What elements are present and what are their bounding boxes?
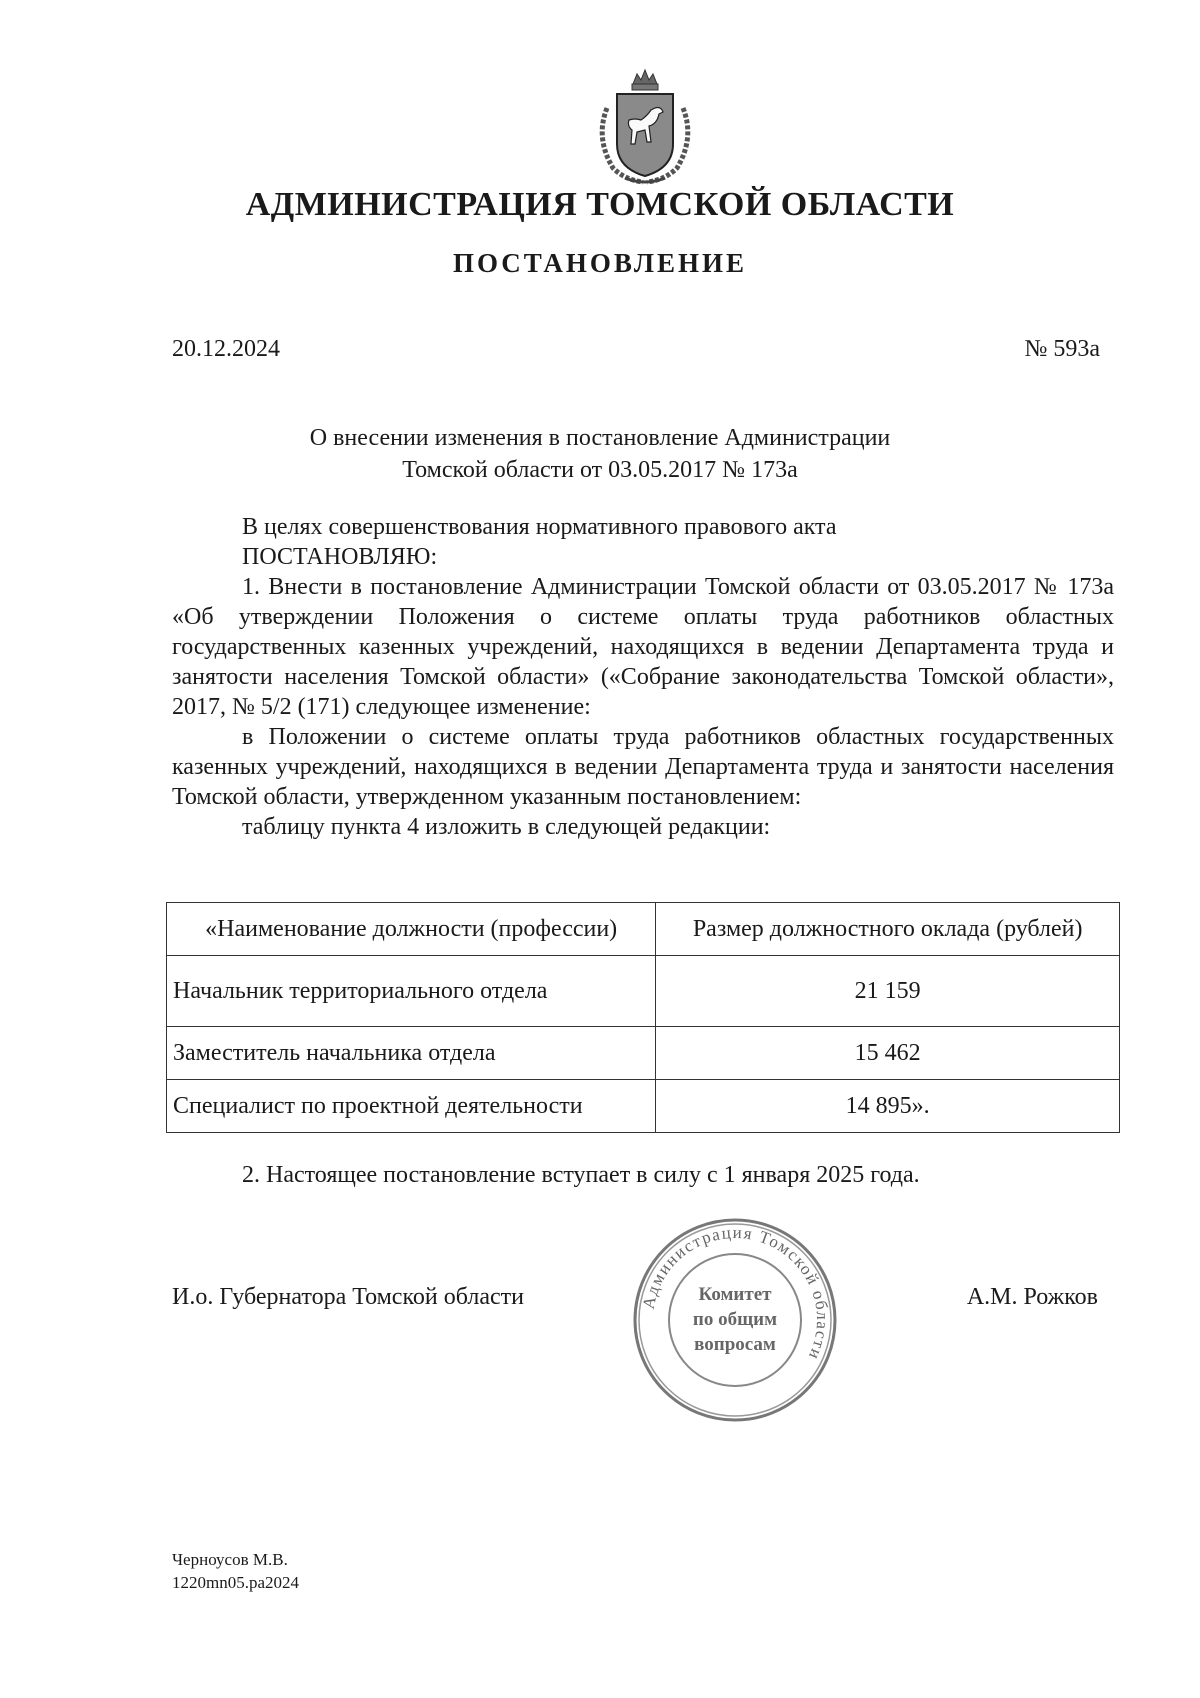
footer-code: 1220mn05.pa2024 bbox=[172, 1573, 300, 1592]
preamble-paragraph: В целях совершенствования нормативного правового акта bbox=[242, 514, 837, 540]
clause-1-paragraph: 1. Внести в постановление Администрации Томской области от 03.05.2017 № 173а «Об утверждении Положения о системе оплаты труда работников областных государственных казенных учреждений, находящихся в ведении Департамента труда и занятости населения Томской области» («Собрание законодательства Томской области», 2017, № 5/2 (171) следующее изменение: bbox=[172, 574, 1114, 720]
clause-1-table-intro: таблицу пункта 4 изложить в следующей редакции: bbox=[242, 814, 771, 840]
document-subject bbox=[0, 422, 1200, 486]
table-row bbox=[167, 956, 1120, 1027]
table-header-row bbox=[167, 903, 1120, 956]
document-date: 20.12.2024 bbox=[172, 336, 280, 362]
document-footer bbox=[172, 1548, 299, 1594]
organization-title: АДМИНИСТРАЦИЯ ТОМСКОЙ ОБЛАСТИ bbox=[245, 186, 955, 223]
document-type-title: ПОСТАНОВЛЕНИЕ bbox=[452, 248, 748, 278]
table-cell-salary: 15 462 bbox=[656, 1027, 1120, 1080]
table-header-position: «Наименование должности (профессии) bbox=[167, 903, 656, 956]
table-row bbox=[167, 1027, 1120, 1080]
svg-text:Администрация Томской области: Администрация Томской области bbox=[638, 1222, 833, 1364]
table-cell-salary: 21 159 bbox=[656, 956, 1120, 1027]
signer-role: И.о. Губернатора Томской области bbox=[172, 1284, 524, 1310]
table-cell-salary: 14 895». bbox=[656, 1080, 1120, 1133]
table-row bbox=[167, 1080, 1120, 1133]
subject-line-2: Томской области от 03.05.2017 № 173а bbox=[402, 457, 798, 483]
official-seal-stamp bbox=[630, 1215, 840, 1425]
clause-1-subparagraph: в Положении о системе оплаты труда работников областных государственных казенных учреждений, находящихся в ведении Департамента труда и занятости населения Томской области, утвержденном указанным постановлением: bbox=[172, 724, 1114, 810]
table-cell-position: Специалист по проектной деятельности bbox=[167, 1080, 656, 1133]
resolve-heading: ПОСТАНОВЛЯЮ: bbox=[242, 544, 438, 570]
table-cell-position: Заместитель начальника отдела bbox=[167, 1027, 656, 1080]
footer-author: Черноусов М.В. bbox=[172, 1550, 288, 1569]
document-number: № 593а bbox=[1024, 336, 1100, 362]
salary-table bbox=[166, 902, 1120, 1133]
table-cell-position: Начальник территориального отдела bbox=[167, 956, 656, 1027]
document-body bbox=[172, 512, 1114, 842]
signer-name: А.М. Рожков bbox=[966, 1284, 1098, 1310]
svg-text:по общим: по общим bbox=[692, 1309, 778, 1330]
coat-of-arms-emblem bbox=[585, 68, 705, 188]
clause-2-paragraph: 2. Настоящее постановление вступает в силу с 1 января 2025 года. bbox=[242, 1162, 920, 1188]
svg-text:вопросам: вопросам bbox=[694, 1334, 776, 1355]
svg-text:Комитет: Комитет bbox=[698, 1284, 772, 1305]
table-header-salary: Размер должностного оклада (рублей) bbox=[656, 903, 1120, 956]
subject-line-1: О внесении изменения в постановление Администрации bbox=[309, 425, 891, 451]
